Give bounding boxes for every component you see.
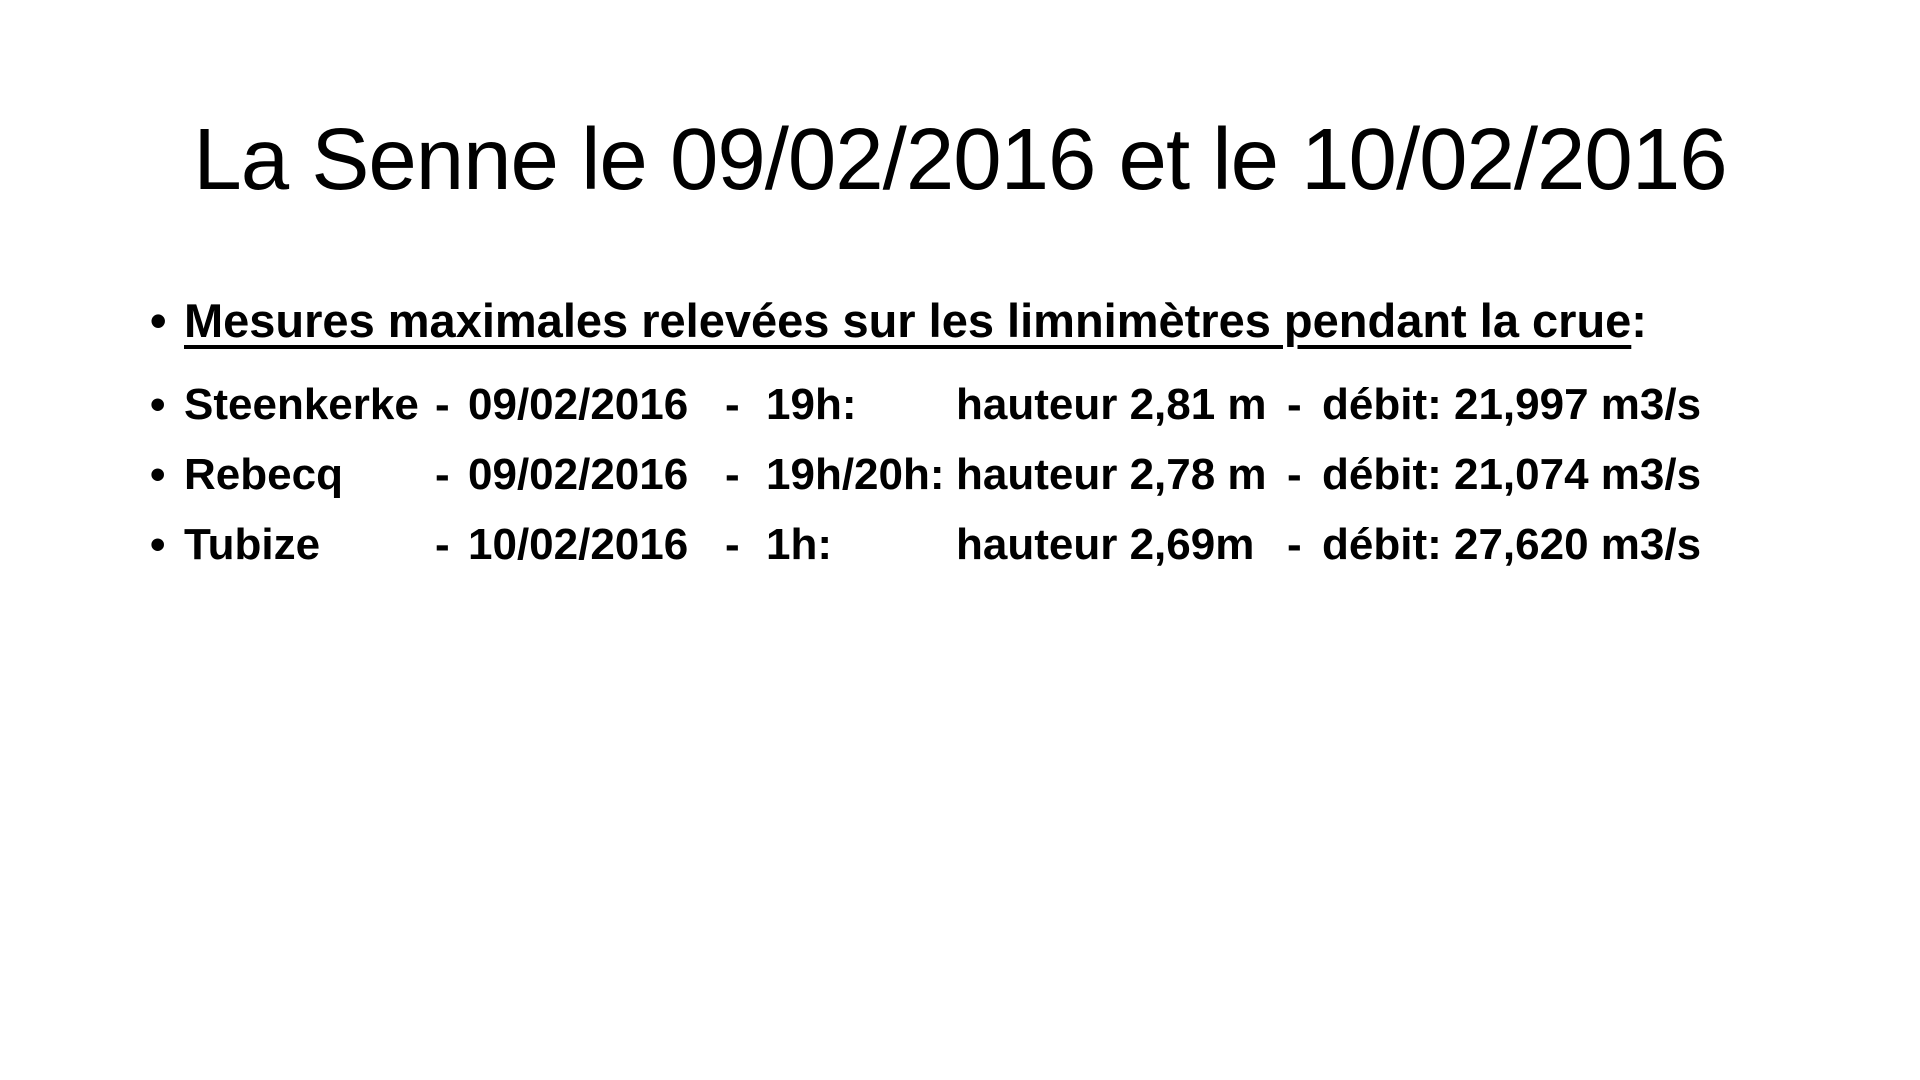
- separator-dash: -: [435, 380, 450, 429]
- measurement-row-rebecq: [150, 447, 1701, 503]
- station-name: Tubize: [184, 520, 321, 569]
- station-name: Rebecq: [184, 450, 343, 499]
- measurement-date: 10/02/2016: [468, 520, 689, 569]
- measurement-time: 1h:: [766, 520, 832, 569]
- slide-title: La Senne le 09/02/2016 et le 10/02/2016: [193, 111, 1727, 208]
- separator-dash: -: [725, 380, 740, 429]
- measurement-row-tubize: [150, 517, 1701, 573]
- hauteur-value: hauteur 2,69m: [956, 520, 1255, 569]
- bullet-marker: •: [150, 294, 167, 347]
- hauteur-value: hauteur 2,81 m: [956, 380, 1267, 429]
- separator-dash: -: [1287, 520, 1302, 569]
- heading-suffix: :: [1631, 294, 1647, 347]
- separator-dash: -: [435, 450, 450, 499]
- station-name: Steenkerke: [184, 380, 419, 429]
- debit-value: débit: 21,074 m3/s: [1322, 450, 1702, 499]
- separator-dash: -: [1287, 380, 1302, 429]
- heading-text: [184, 292, 1647, 350]
- measurement-date: 09/02/2016: [468, 450, 689, 499]
- debit-value: débit: 27,620 m3/s: [1322, 520, 1702, 569]
- separator-dash: -: [1287, 450, 1302, 499]
- measurement-row-steenkerke: [150, 377, 1701, 433]
- bullet-marker: •: [150, 520, 166, 569]
- separator-dash: -: [725, 520, 740, 569]
- debit-value: débit: 21,997 m3/s: [1322, 380, 1702, 429]
- hauteur-value: hauteur 2,78 m: [956, 450, 1267, 499]
- heading-underlined-text: Mesures maximales relevées sur les limnimètres pendant la crue: [184, 294, 1632, 347]
- separator-dash: -: [725, 450, 740, 499]
- measurement-time: 19h:: [766, 380, 857, 429]
- bullet-marker: •: [150, 380, 166, 429]
- separator-dash: -: [435, 520, 450, 569]
- bullet-heading-row: [150, 292, 1647, 350]
- measurement-date: 09/02/2016: [468, 380, 689, 429]
- measurement-time: 19h/20h:: [766, 450, 945, 499]
- bullet-marker: •: [150, 450, 166, 499]
